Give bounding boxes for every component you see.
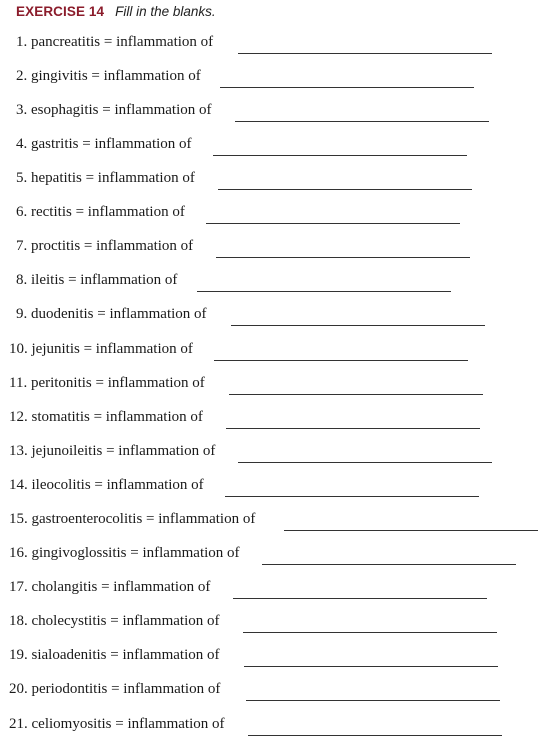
question-label: 2. gingivitis = inflammation of xyxy=(16,68,201,84)
question-label: 13. jejunoileitis = inflammation of xyxy=(9,443,216,459)
question-item xyxy=(0,715,545,749)
exercise-title: EXERCISE 14 xyxy=(16,4,105,19)
answer-blank[interactable] xyxy=(218,189,472,190)
question-item xyxy=(0,271,545,305)
exercise-instruction: Fill in the blanks. xyxy=(115,4,216,19)
question-label: 11. peritonitis = inflammation of xyxy=(9,375,205,391)
answer-blank[interactable] xyxy=(233,598,487,599)
question-label: 16. gingivoglossitis = inflammation of xyxy=(9,545,240,561)
answer-blank[interactable] xyxy=(229,394,483,395)
question-item xyxy=(0,135,545,169)
answer-blank[interactable] xyxy=(220,87,474,88)
question-label: 19. sialoadenitis = inflammation of xyxy=(9,647,220,663)
answer-blank[interactable] xyxy=(243,632,497,633)
answer-blank[interactable] xyxy=(225,496,479,497)
question-item xyxy=(0,203,545,237)
question-label: 10. jejunitis = inflammation of xyxy=(9,341,193,357)
answer-blank[interactable] xyxy=(197,291,451,292)
answer-blank[interactable] xyxy=(284,530,538,531)
answer-blank[interactable] xyxy=(244,666,498,667)
question-label: 18. cholecystitis = inflammation of xyxy=(9,613,220,629)
question-label: 6. rectitis = inflammation of xyxy=(16,204,185,220)
answer-blank[interactable] xyxy=(262,564,516,565)
question-label: 15. gastroenterocolitis = inflammation of xyxy=(9,511,256,527)
question-item xyxy=(0,33,545,67)
question-item xyxy=(0,101,545,135)
question-item xyxy=(0,408,545,442)
question-item xyxy=(0,544,545,578)
answer-blank[interactable] xyxy=(214,360,468,361)
answer-blank[interactable] xyxy=(226,428,480,429)
question-label: 12. stomatitis = inflammation of xyxy=(9,409,203,425)
question-item xyxy=(0,340,545,374)
question-item xyxy=(0,305,545,339)
question-label: 21. celiomyositis = inflammation of xyxy=(9,716,225,732)
question-label: 7. proctitis = inflammation of xyxy=(16,238,194,254)
question-item xyxy=(0,442,545,476)
question-label: 4. gastritis = inflammation of xyxy=(16,136,192,152)
question-item xyxy=(0,680,545,714)
answer-blank[interactable] xyxy=(206,223,460,224)
question-label: 14. ileocolitis = inflammation of xyxy=(9,477,204,493)
question-label: 20. periodontitis = inflammation of xyxy=(9,681,221,697)
answer-blank[interactable] xyxy=(235,121,489,122)
exercise-header xyxy=(16,4,216,22)
answer-blank[interactable] xyxy=(238,53,492,54)
question-label: 8. ileitis = inflammation of xyxy=(16,272,178,288)
question-item xyxy=(0,67,545,101)
answer-blank[interactable] xyxy=(238,462,492,463)
answer-blank[interactable] xyxy=(213,155,467,156)
question-item xyxy=(0,476,545,510)
answer-blank[interactable] xyxy=(231,325,485,326)
answer-blank[interactable] xyxy=(246,700,500,701)
answer-blank[interactable] xyxy=(248,735,502,736)
question-item xyxy=(0,237,545,271)
question-label: 3. esophagitis = inflammation of xyxy=(16,102,212,118)
question-item xyxy=(0,578,545,612)
answer-blank[interactable] xyxy=(216,257,470,258)
question-item xyxy=(0,374,545,408)
question-item xyxy=(0,646,545,680)
question-item xyxy=(0,169,545,203)
question-label: 5. hepatitis = inflammation of xyxy=(16,170,195,186)
question-label: 17. cholangitis = inflammation of xyxy=(9,579,211,595)
question-label: 1. pancreatitis = inflammation of xyxy=(16,34,214,50)
question-item xyxy=(0,510,545,544)
question-item xyxy=(0,612,545,646)
question-label: 9. duodenitis = inflammation of xyxy=(16,306,207,322)
